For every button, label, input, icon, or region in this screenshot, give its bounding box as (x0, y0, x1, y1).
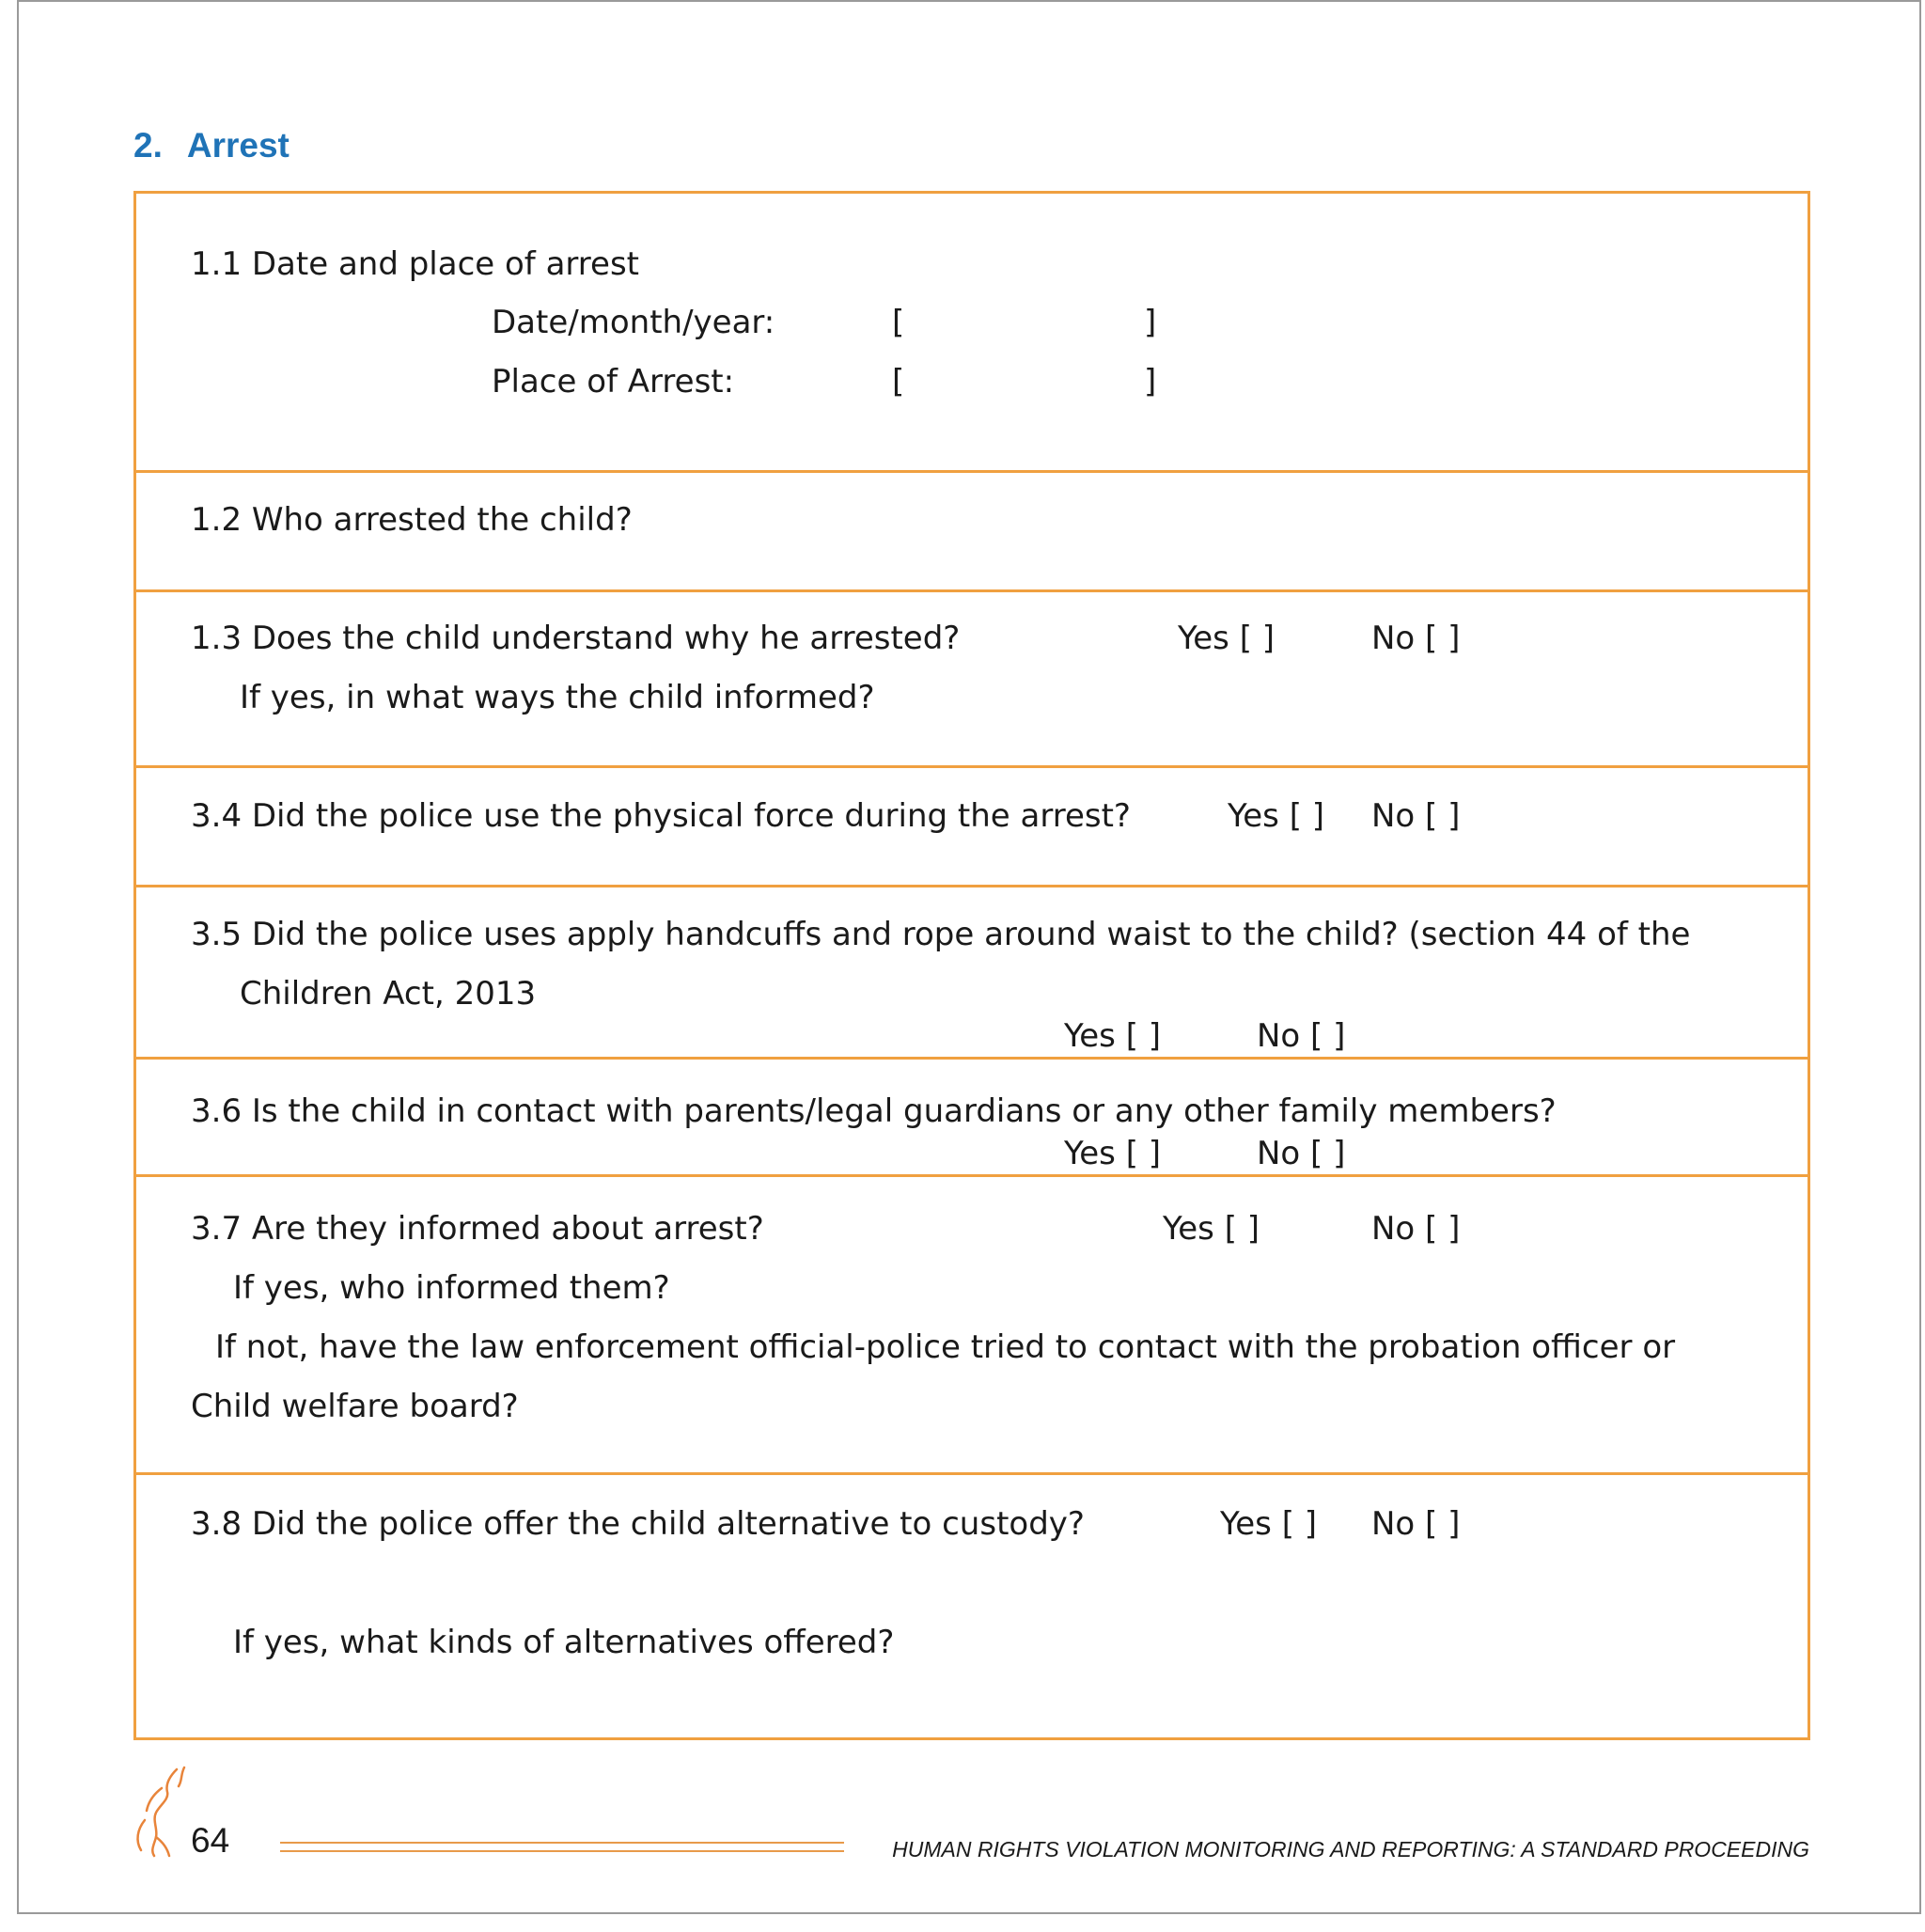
question-3-6: 3.6 Is the child in contact with parents/legal guardians or any other family members? (191, 1092, 1557, 1130)
q3-7-no-checkbox[interactable]: No [ ] (1371, 1210, 1461, 1248)
q3-6-yes-checkbox[interactable]: Yes [ ] (1064, 1135, 1162, 1172)
q3-4-yes-checkbox[interactable]: Yes [ ] (1228, 797, 1325, 835)
running-title: HUMAN RIGHTS VIOLATION MONITORING AND REPORTING: A STANDARD PROCEEDING (892, 1837, 1809, 1861)
section-number: 2. (133, 126, 163, 165)
dancing-figure-icon (128, 1764, 194, 1858)
question-1-1: 1.1 Date and place of arrest (191, 245, 639, 283)
footer-rule-bottom (280, 1850, 844, 1852)
section-title: Arrest (186, 126, 290, 165)
q3-6-no-checkbox[interactable]: No [ ] (1257, 1135, 1346, 1172)
q3-7-followup1: If yes, who informed them? (233, 1269, 670, 1307)
row-divider (136, 765, 1808, 768)
q3-8-yes-checkbox[interactable]: Yes [ ] (1220, 1505, 1318, 1543)
row-divider (136, 589, 1808, 592)
row-divider (136, 1057, 1808, 1060)
q1-3-no-checkbox[interactable]: No [ ] (1371, 620, 1461, 657)
q3-7-followup2-line2: Child welfare board? (191, 1388, 519, 1425)
q3-4-no-checkbox[interactable]: No [ ] (1371, 797, 1461, 835)
row-divider (136, 1472, 1808, 1475)
question-1-2: 1.2 Who arrested the child? (191, 501, 633, 539)
row-divider (136, 470, 1808, 473)
q3-8-no-checkbox[interactable]: No [ ] (1371, 1505, 1461, 1543)
question-3-5-line1: 3.5 Did the police uses apply handcuffs and rope around waist to the child? (section 44 of the (191, 916, 1691, 953)
date-bracket-close: ] (1144, 304, 1157, 341)
place-input-field[interactable] (915, 358, 1131, 401)
question-3-7: 3.7 Are they informed about arrest? (191, 1210, 764, 1248)
q3-7-yes-checkbox[interactable]: Yes [ ] (1163, 1210, 1260, 1248)
place-bracket-open: [ (892, 363, 905, 401)
place-label: Place of Arrest: (492, 363, 735, 401)
arrest-form (133, 191, 1810, 1740)
section-heading (133, 126, 290, 165)
row-divider (136, 885, 1808, 887)
footer-rule-top (280, 1842, 844, 1844)
question-3-8: 3.8 Did the police offer the child alternative to custody? (191, 1505, 1085, 1543)
date-input-field[interactable] (915, 299, 1131, 342)
question-3-5-line2: Children Act, 2013 (240, 975, 537, 1013)
date-label: Date/month/year: (492, 304, 775, 341)
q3-5-no-checkbox[interactable]: No [ ] (1257, 1017, 1346, 1055)
row-divider (136, 1174, 1808, 1177)
q1-3-yes-checkbox[interactable]: Yes [ ] (1178, 620, 1276, 657)
q3-7-followup2-line1: If not, have the law enforcement official-police tried to contact with the probation officer or (215, 1328, 1676, 1366)
date-bracket-open: [ (892, 304, 905, 341)
q3-8-followup: If yes, what kinds of alternatives offered? (233, 1624, 895, 1661)
place-bracket-close: ] (1144, 363, 1157, 401)
question-3-4: 3.4 Did the police use the physical force during the arrest? (191, 797, 1131, 835)
page-number: 64 (191, 1821, 230, 1860)
q1-3-followup: If yes, in what ways the child informed? (240, 679, 875, 716)
question-1-3: 1.3 Does the child understand why he arrested? (191, 620, 961, 657)
q3-5-yes-checkbox[interactable]: Yes [ ] (1064, 1017, 1162, 1055)
